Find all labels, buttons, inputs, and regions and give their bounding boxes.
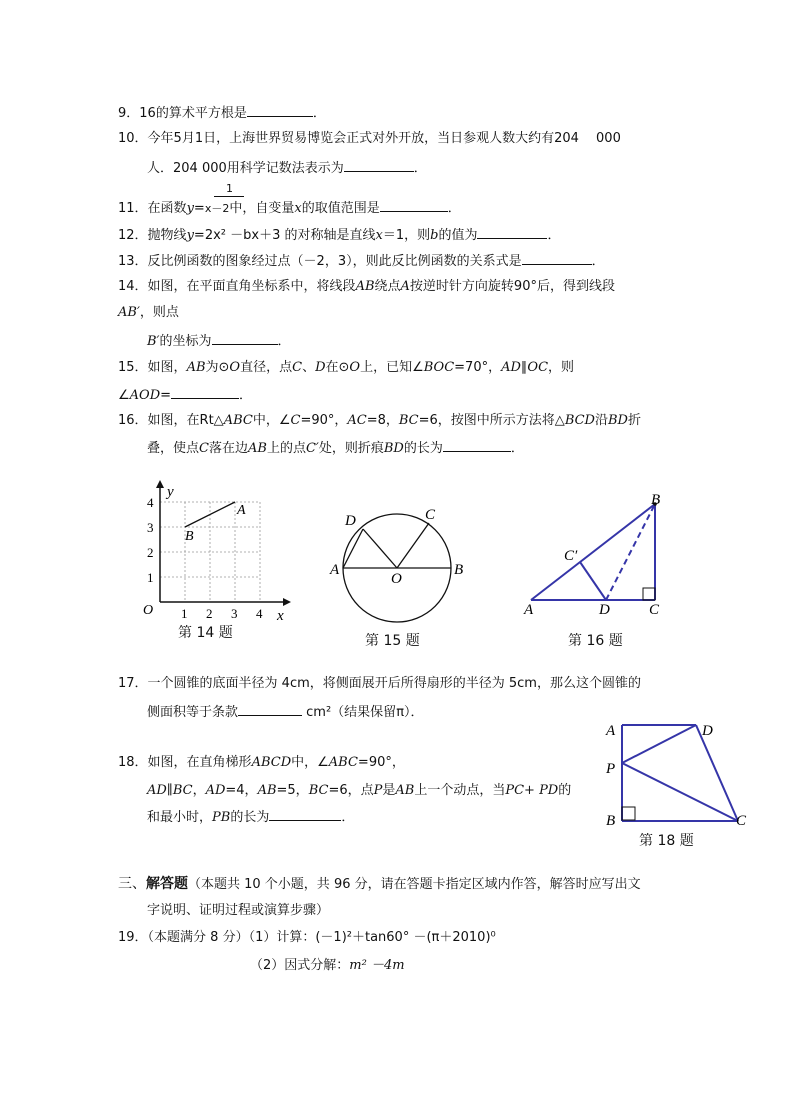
question-9: 9．16的算术平方根是 ． [118,106,326,121]
section-3-heading-line2: 字说明、证明过程或演算步骤） [147,903,330,918]
point-D-label: D [702,723,713,739]
segment-PC [622,763,738,821]
fold-BD [606,504,655,600]
question-14: 14．如图，在平面直角坐标系中，将线段AB绕点A按逆时针方向旋转90°后，得到线段 [118,279,615,294]
fraction-bar [214,196,244,197]
figure-15 [325,503,475,623]
point-P-label: P [606,761,616,777]
figure-18 [600,717,760,829]
right-angle-mark [622,807,635,820]
center-O-label: O [391,571,402,587]
point-C-label: C [736,813,747,829]
y-tick-4: 4 [147,495,154,510]
point-Cprime-label: C′ [564,548,578,564]
question-15-line2: ∠AOD= ． [118,388,253,403]
x-tick-2: 2 [206,606,213,621]
question-16-line2: 叠，使点C落在边AB上的点C′处，则折痕BD的长为 ． [147,441,524,456]
question-12: 12．抛物线y=2x² －bx＋3 的对称轴是直线x＝1，则b的值为 ． [118,228,561,243]
point-D-label: D [599,602,610,618]
question-17: 17．一个圆锥的底面半径为 4cm，将侧面展开后所得扇形的半径为 5cm，那么这个圆锥的 [118,676,641,691]
answer-blank [247,104,313,117]
answer-blank [171,386,239,399]
x-axis-arrow [283,598,291,606]
figure-16-caption: 第 16 题 [568,633,623,649]
point-A-label: A [524,602,534,618]
x-label: x [277,608,284,624]
question-16: 16．如图，在Rt△ABC中，∠C=90°，AC=8，BC=6，按图中所示方法将△BCD沿BD折 [118,413,641,428]
point-B-label: B [651,492,661,508]
point-A-label: A [237,503,246,518]
question-18-line2: AD∥BC，AD=4，AB=5，BC=6，点P是AB上一个动点，当PC+ PD的 [147,783,572,798]
answer-blank [269,808,341,821]
figure-15-caption: 第 15 题 [365,633,420,649]
answer-blank [238,703,302,716]
answer-blank [212,332,278,345]
answer-blank [522,252,592,265]
segment-CpD [580,562,606,600]
question-19-line2: （2）因式分解：m² －4m [250,958,405,973]
y-tick-1: 1 [147,570,154,585]
section-3-heading: 三、解答题（本题共 10 个小题，共 96 分，请在答题卡指定区域内作答，解答时应写出文 [118,876,641,892]
y-label: y [167,484,174,500]
segment-PD [622,725,696,763]
question-10: 10．今年5月1日，上海世界贸易博览会正式对外开放，当日参观人数大约有204 000 [118,131,621,146]
question-14-line2: AB′，则点 [118,305,179,320]
y-tick-2: 2 [147,545,154,560]
question-11: 11．在函数y=x－2中，自变量x的取值范围是 ． [118,201,461,216]
point-B-label: B [606,813,616,829]
segment-OD [363,529,397,568]
x-tick-1: 1 [181,606,188,621]
y-tick-3: 3 [147,520,154,535]
point-B-label: B [454,562,464,578]
question-14-line3: B′的坐标为 ． [147,334,291,349]
origin-label: O [143,603,154,618]
x-tick-3: 3 [231,606,238,621]
question-13: 13．反比例函数的图象经过点（－2，3），则此反比例函数的关系式是 ． [118,254,605,269]
figure-18-caption: 第 18 题 [639,833,694,849]
question-11-fraction-num: 1 [226,182,233,195]
right-angle-mark [643,588,655,600]
answer-blank [344,159,414,172]
figure-14-caption: 第 14 题 [178,625,233,641]
question-18: 18．如图，在直角梯形ABCD中，∠ABC=90°， [118,755,405,770]
point-D-label: D [345,513,356,529]
question-19: 19．（本题满分 8 分）（1）计算：(－1)²＋tan60° －(π＋2010)⁰ [118,930,496,945]
question-18-line3: 和最小时，PB的长为 ． [147,810,355,825]
y-axis-arrow [156,480,164,488]
point-A-label: A [606,723,616,739]
figure-16 [518,490,678,620]
point-B-label: B [185,529,194,544]
question-15: 15．如图，AB为⊙O直径，点C、D在⊙O上，已知∠BOC=70°，AD∥OC，则 [118,360,575,375]
answer-blank [380,199,448,212]
point-C-label: C [425,507,436,523]
x-tick-4: 4 [256,606,263,621]
question-17-line2: 侧面积等于条款 cm²（结果保留π）． [147,705,424,720]
point-C-label: C [649,602,660,618]
point-A-label: A [330,562,340,578]
answer-blank [443,439,511,452]
question-10-line2: 人．204 000用科学记数法表示为 ． [147,161,427,176]
segment-AB [531,504,655,600]
answer-blank [477,226,547,239]
figure-14 [135,478,295,628]
segment-OC [397,523,429,568]
segment-DC [696,725,738,821]
